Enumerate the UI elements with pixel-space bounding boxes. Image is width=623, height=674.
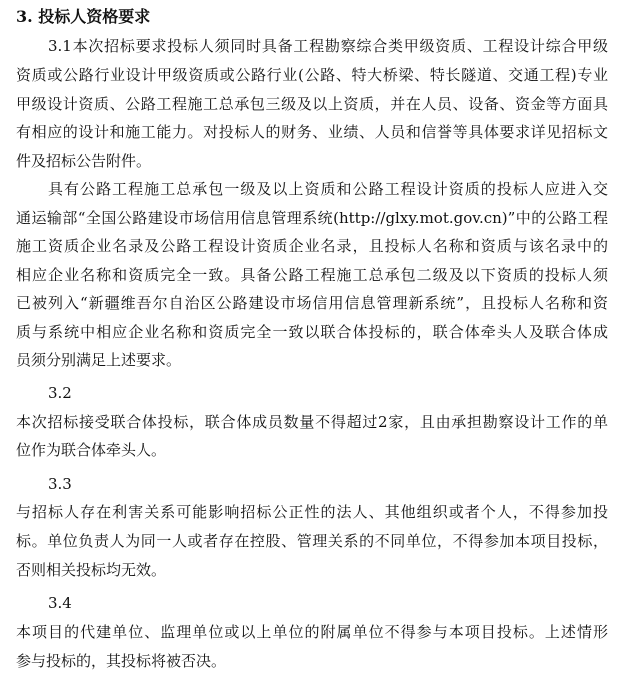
text-line: 标。单位负责人为同一人或者存在控股、管理关系的不同单位，不得参加本项目投标，: [16, 532, 608, 550]
text-line: 具有公路工程施工总承包一级及以上资质和公路工程设计资质的投标人应进入交: [48, 180, 608, 198]
text-line: 3.1本次招标要求投标人须同时具备工程勘察综合类甲级资质、工程设计综合甲级: [48, 37, 608, 55]
text-line: 有相应的设计和施工能力。对投标人的财务、业绩、人员和信誉等具体要求详见招标文: [16, 123, 608, 141]
section-number: 3.3: [48, 475, 72, 493]
text-line: 质与系统中相应企业名称和资质完全一致以联合体投标的，联合体牵头人及联合体成: [16, 323, 608, 341]
text-line: 员须分别满足上述要求。: [16, 351, 182, 369]
text-line: 本次招标接受联合体投标，联合体成员数量不得超过2家，且由承担勘察设计工作的单: [16, 413, 608, 431]
text-line: 甲级设计资质、公路工程施工总承包三级及以上资质，并在人员、设备、资金等方面具: [16, 95, 608, 113]
text-line: 通运输部“全国公路建设市场信用信息管理系统(http://glxy.mot.gov.cn)”中的公路工程: [16, 209, 608, 227]
text-line: 施工资质企业名录及公路工程设计资质企业名录，且投标人名称和资质与该名录中的: [16, 237, 608, 255]
text-line: 资质或公路行业设计甲级资质或公路行业(公路、特大桥梁、特长隧道、交通工程)专业: [16, 66, 608, 84]
text-line: 参与投标的，其投标将被否决。: [16, 652, 227, 670]
section-title: 3. 投标人资格要求: [16, 7, 151, 26]
text-line: 位作为联合体牵头人。: [16, 441, 167, 459]
text-line: 相应企业名称和资质完全一致。具备公路工程施工总承包二级及以下资质的投标人须: [16, 266, 608, 284]
text-line: 件及招标公告附件。: [16, 152, 152, 170]
section-number: 3.4: [48, 594, 72, 612]
text-line: 已被列入“新疆维吾尔自治区公路建设市场信用信息管理新系统”，且投标人名称和资: [16, 294, 608, 312]
text-line: 本项目的代建单位、监理单位或以上单位的附属单位不得参与本项目投标。上述情形: [16, 623, 608, 641]
section-number: 3.2: [48, 384, 72, 402]
text-line: 与招标人存在利害关系可能影响招标公正性的法人、其他组织或者个人，不得参加投: [16, 503, 608, 521]
text-line: 否则相关投标均无效。: [16, 561, 167, 579]
